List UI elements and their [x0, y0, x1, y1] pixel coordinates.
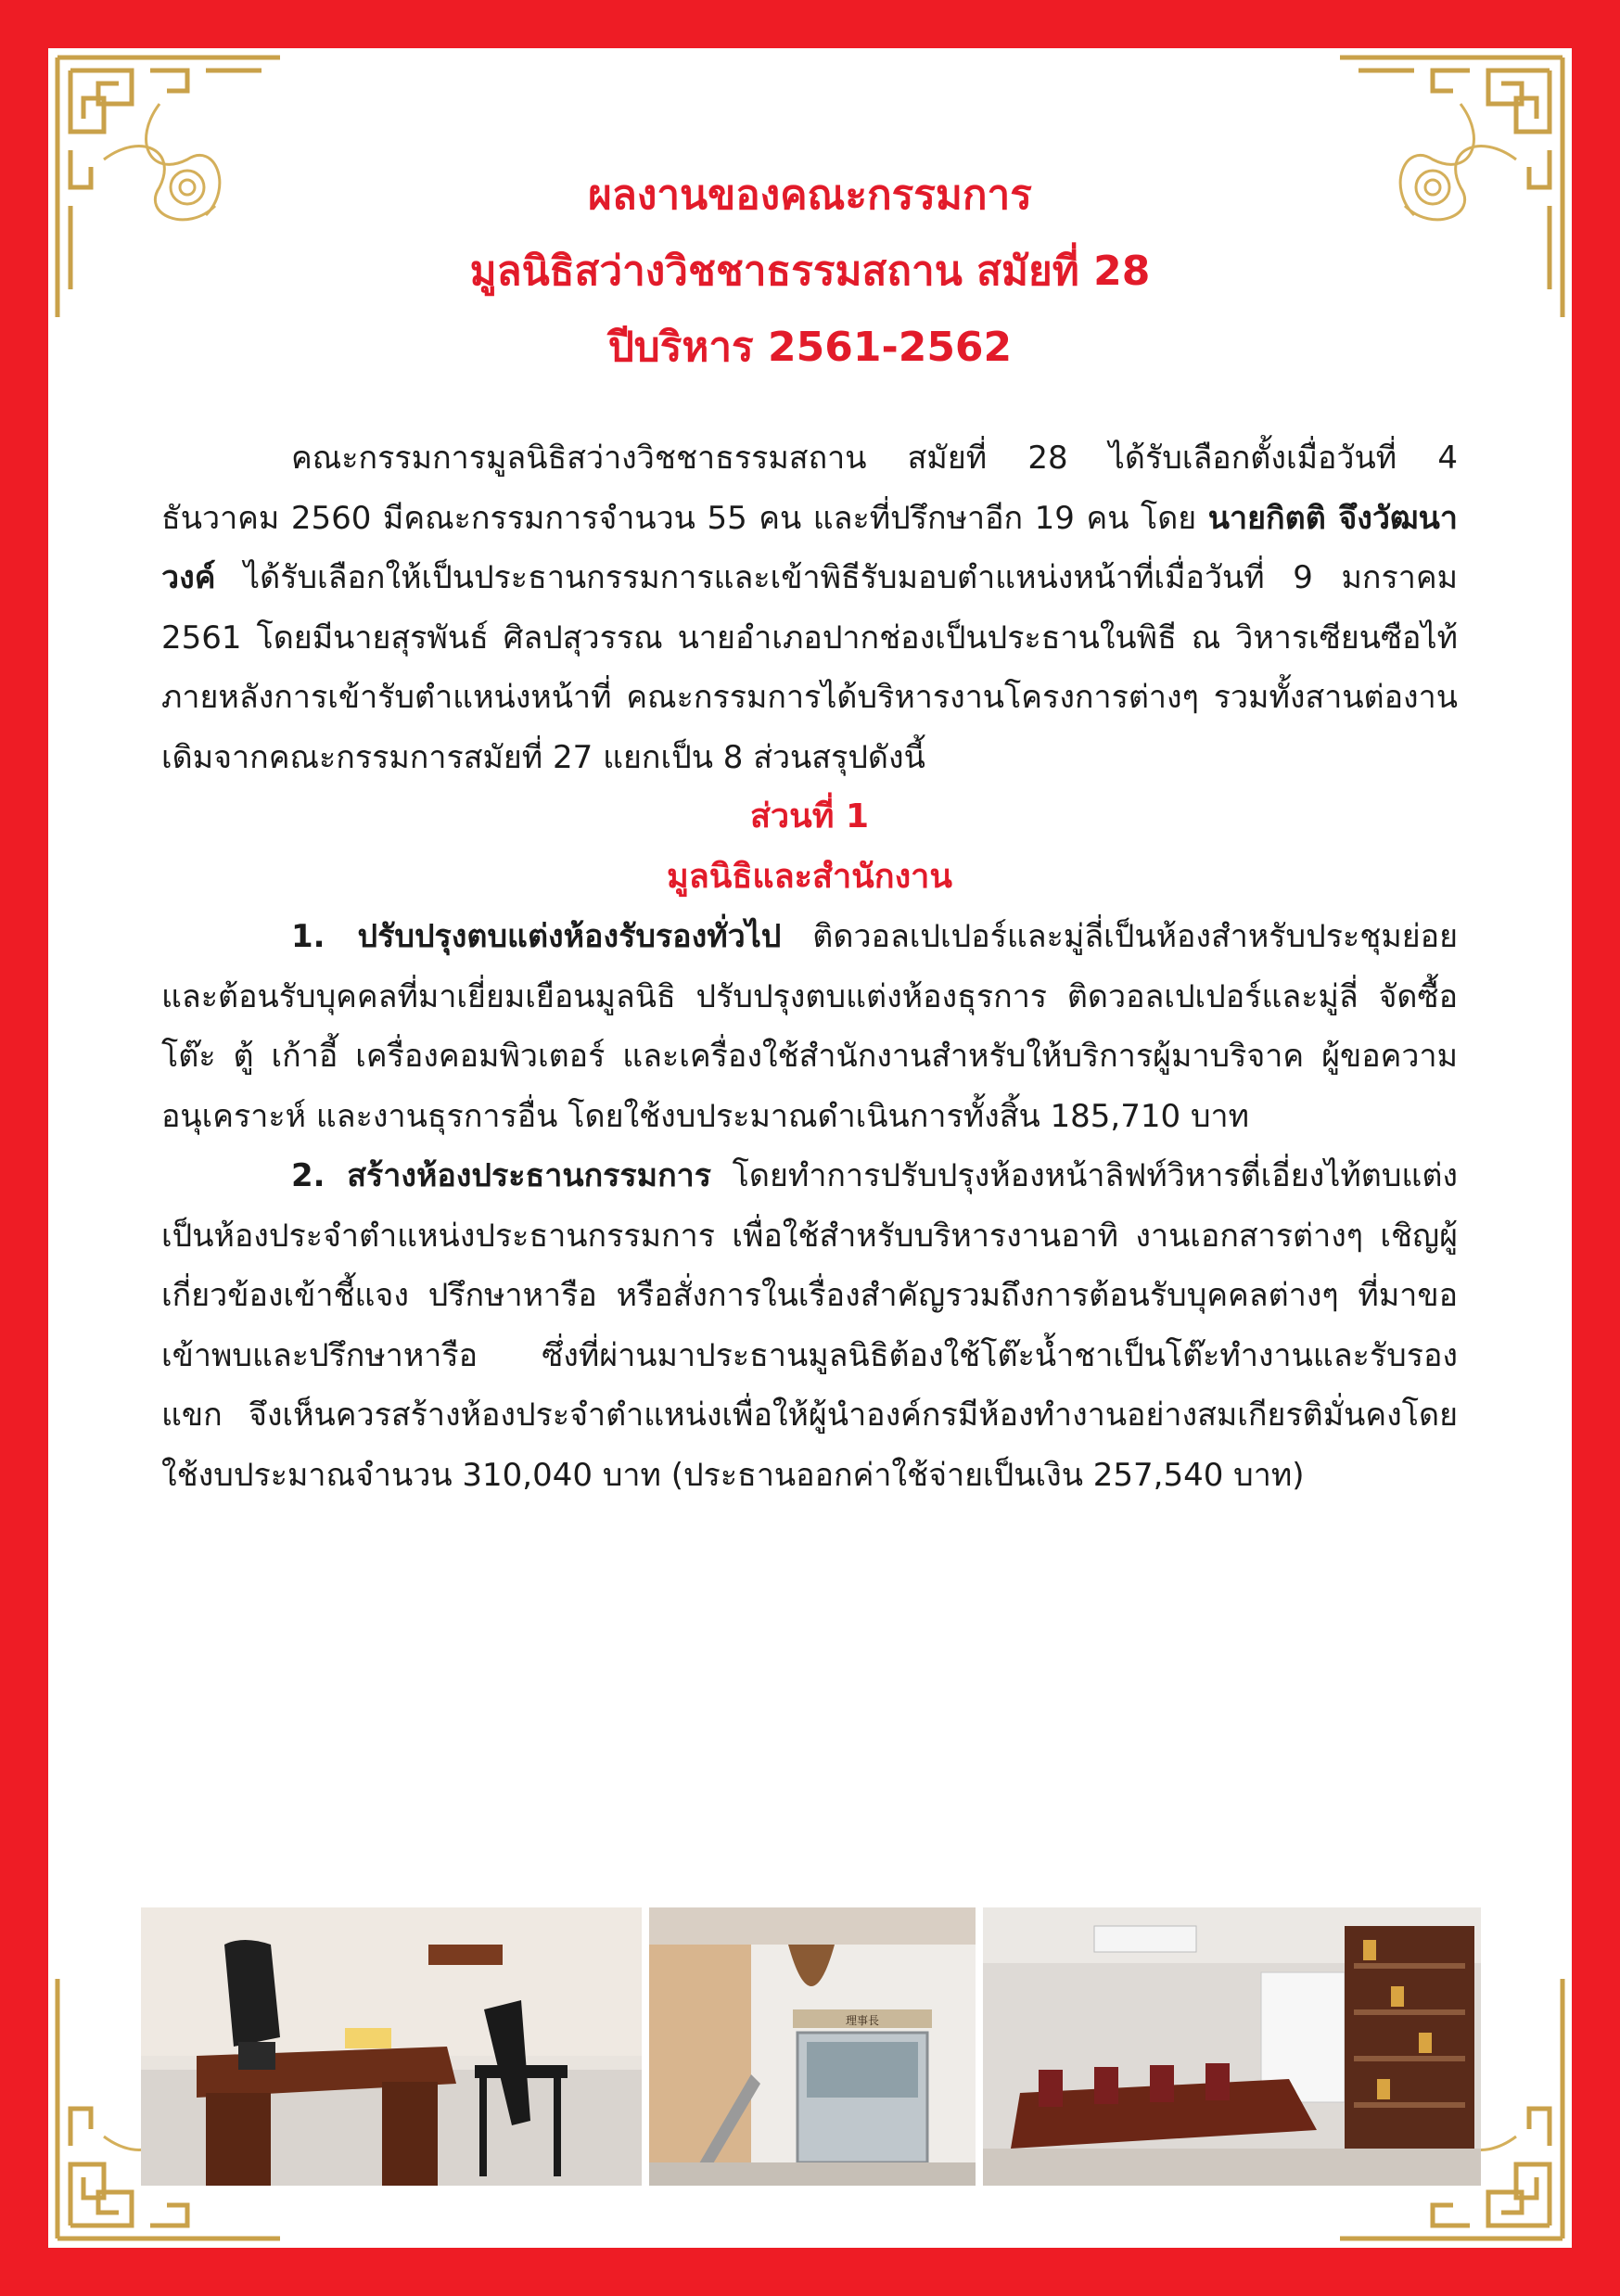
sign-text: 理事長	[845, 2014, 880, 2027]
item-1-head: 1. ปรับปรุงตบแต่งห้องรับรองทั่วไป	[291, 918, 782, 955]
section-name: มูลนิธิและสำนักงาน	[667, 857, 952, 896]
document-page	[48, 48, 1572, 2248]
title-line-1: ผลงานของคณะกรรมการ	[588, 172, 1032, 219]
title-block	[48, 158, 1572, 386]
photo-strip	[141, 1907, 1481, 2186]
item-paragraph-2	[161, 1146, 1458, 1505]
photo-office-desk	[141, 1907, 642, 2186]
chairman-name: นายกิตติ จึงวัฒนาวงค์	[161, 499, 1458, 596]
section-number: ส่วนที่ 1	[749, 797, 870, 835]
title-line-3: ปีบริหาร 2561-2562	[607, 324, 1013, 371]
intro-part-1: คณะกรรมการมูลนิธิสว่างวิชชาธรรมสถาน สมัยที่ 28 ได้รับเลือกตั้งเมื่อวันที่ 4 ธันวาคม 2560 มีคณะกรรมการจำนวน 55 คน และที่ปรึกษาอีก 19 คน โดย	[161, 440, 1458, 537]
photo-meeting-room	[983, 1907, 1481, 2186]
item-paragraph-1	[161, 907, 1458, 1146]
intro-paragraph	[161, 428, 1458, 787]
item-2-body: โดยทำการปรับปรุงห้องหน้าลิฟท์วิหารตี่เอี่ยงไท้ตบแต่งเป็นห้องประจำตำแหน่งประธานกรรมการ เพื่อใช้สำหรับบริหารงานอาทิ งานเอกสารต่างๆ เชิญผู้เกี่ยวข้องเข้าชี้แจง ปรึกษาหารือ หรือสั่งการในเรื่องสำคัญรวมถึงการต้อนรับบุคคลต่างๆ ที่มาขอเข้าพบและปรึกษาหารือ ซึ่งที่ผ่านมาประธานมูลนิธิต้องใช้โต๊ะน้ำชาเป็นโต๊ะทำงานและรับรองแขก จึงเห็นควรสร้างห้องประจำตำแหน่งเพื่อให้ผู้นำองค์กรมีห้องทำงานอย่างสมเกียรติมั่นคงโดยใช้งบประมาณจำนวน 310,040 บาท (ประธานออกค่าใช้จ่ายเป็นเงิน 257,540 บาท)	[161, 1157, 1459, 1494]
intro-part-2: ได้รับเลือกให้เป็นประธานกรรมการและเข้าพิธีรับมอบตำแหน่งหน้าที่เมื่อวันที่ 9 มกราคม 2561 โดยมีนายสุรพันธ์ ศิลปสุวรรณ นายอำเภอปากช่องเป็นประธานในพิธี ณ วิหารเซียนซือไท้ ภายหลังการเข้ารับตำแหน่งหน้าที่ คณะกรรมการได้บริหารงานโครงการต่างๆ รวมทั้งสานต่องานเดิมจากคณะกรรมการสมัยที่ 27 แยกเป็น 8 ส่วนสรุปดังนี้	[161, 559, 1458, 776]
item-2-head: 2. สร้างห้องประธานกรรมการ	[291, 1157, 712, 1194]
item-1-body: ติดวอลเปเปอร์และมู่ลี่เป็นห้องสำหรับประชุมย่อย และต้อนรับบุคคลที่มาเยี่ยมเยือนมูลนิธิ ปรับปรุงตบแต่งห้องธุรการ ติดวอลเปเปอร์และมู่ลี่ จัดซื้อ โต๊ะ ตู้ เก้าอี้ เครื่องคอมพิวเตอร์ และเครื่องใช้สำนักงานสำหรับให้บริการผู้มาบริจาค ผู้ขอความอนุเคราะห์ และงานธุรการอื่น โดยใช้งบประมาณดำเนินการทั้งสิ้น 185,710 บาท	[161, 918, 1458, 1135]
body-text	[161, 428, 1458, 1505]
photo-chairman-room-entrance	[649, 1907, 976, 2186]
title-line-2: มูลนิธิสว่างวิชชาธรรมสถาน สมัยที่ 28	[469, 248, 1151, 295]
